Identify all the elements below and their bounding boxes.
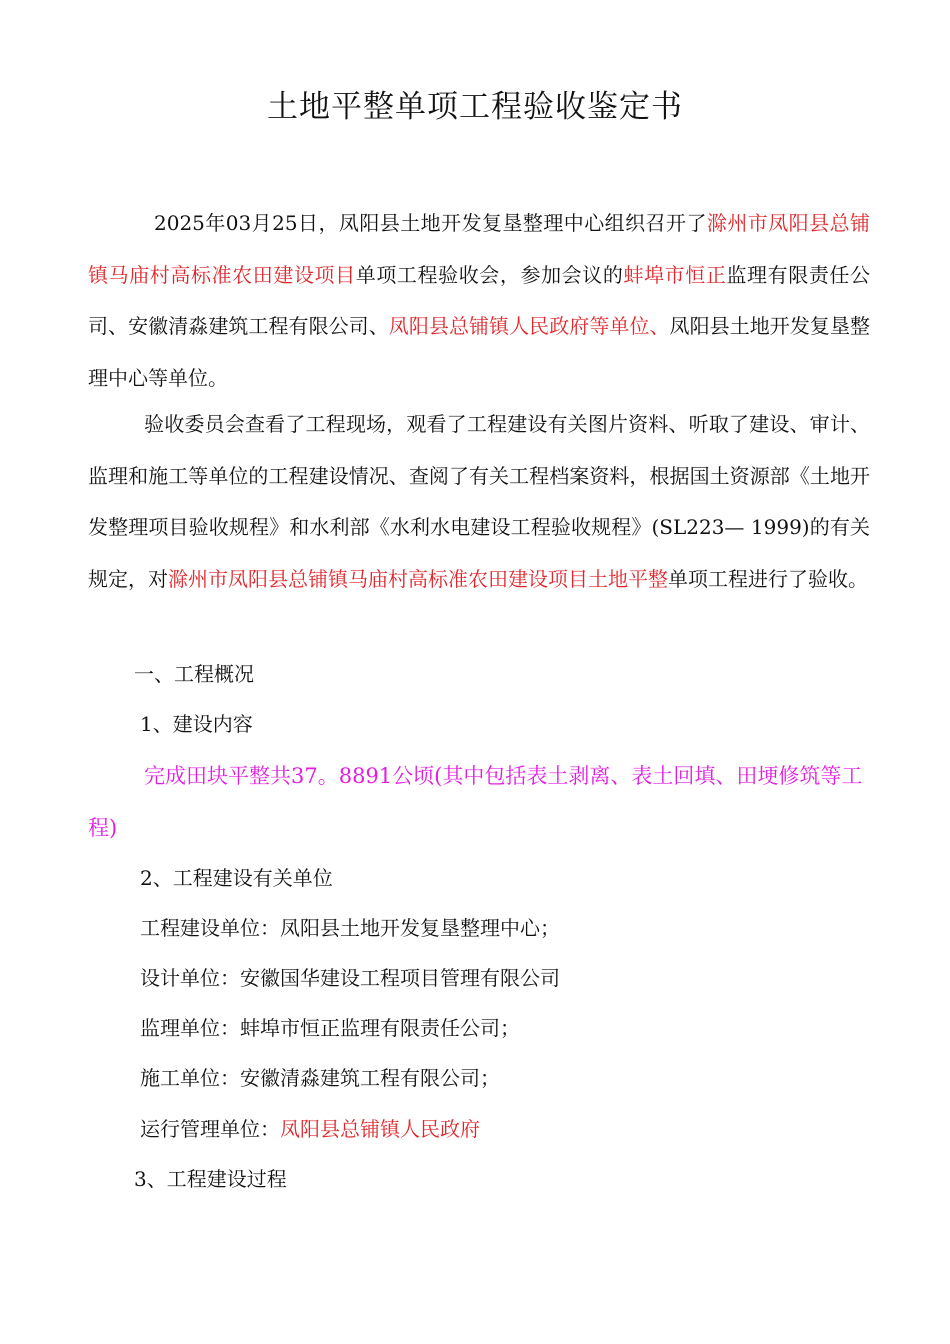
meeting-paragraph bbox=[88, 198, 870, 404]
owner-unit-line: 工程建设单位：凤阳县土地开发复垦整理中心； bbox=[140, 916, 560, 940]
meeting-text: 单项工程验收会，参加会议的 bbox=[355, 262, 624, 287]
design-unit-line: 设计单位：安徽国华建设工程项目管理有限公司 bbox=[140, 966, 560, 990]
subheading-related-units: 2、工程建设有关单位 bbox=[140, 866, 333, 890]
supervisor-highlight: 蚌埠市恒正 bbox=[623, 262, 727, 287]
organizer-text: 凤阳县土地开发复垦整理中心等单位。 bbox=[88, 314, 871, 390]
construction-content-text: 完成田块平整共37。8891公顷(其中包括表土剥离、表土回填、田埂修筑等工程) bbox=[88, 764, 863, 840]
subheading-construction-process: 3、工程建设过程 bbox=[134, 1167, 287, 1191]
attendees-text: 监理有限责任公司、安徽清淼建筑工程有限公司、 bbox=[88, 262, 871, 338]
operation-unit-value: 凤阳县总铺镇人民政府 bbox=[280, 1117, 480, 1141]
government-highlight: 凤阳县总铺镇人民政府等单位、 bbox=[388, 314, 670, 338]
subheading-construction-content: 1、建设内容 bbox=[140, 712, 253, 736]
acceptance-conclusion-text: 单项工程进行了验收。 bbox=[668, 566, 868, 591]
supervision-unit-line: 监理单位：蚌埠市恒正监理有限责任公司； bbox=[140, 1016, 520, 1040]
meeting-intro-text: 2025年03月25日，凤阳县土地开发复垦整理中心组织召开了 bbox=[154, 211, 707, 235]
construction-unit-line: 施工单位：安徽清淼建筑工程有限公司； bbox=[140, 1066, 500, 1090]
acceptance-text: 验收委员会查看了工程现场，观看了工程建设有关图片资料、听取了建设、审计、监理和施工等单位的工程建设情况、查阅了有关工程档案资料，根据国土资源部《土地开发整理项目验收规程》和水利部《水利水电建设工程验收规程》(SL223— 1999)的有关规定，对 bbox=[88, 412, 870, 591]
acceptance-paragraph bbox=[88, 399, 870, 605]
operation-unit-label: 运行管理单位： bbox=[140, 1117, 280, 1141]
project-scope-highlight: 滁州市凤阳县总铺镇马庙村高标准农田建设项目土地平整 bbox=[168, 566, 668, 591]
document-title: 土地平整单项工程验收鉴定书 bbox=[267, 89, 683, 125]
section-heading-overview: 一、工程概况 bbox=[134, 662, 254, 686]
project-name-highlight: 滁州市凤阳县总铺镇马庙村高标准农田建设项目 bbox=[88, 211, 871, 287]
operation-unit-line bbox=[140, 1114, 480, 1144]
